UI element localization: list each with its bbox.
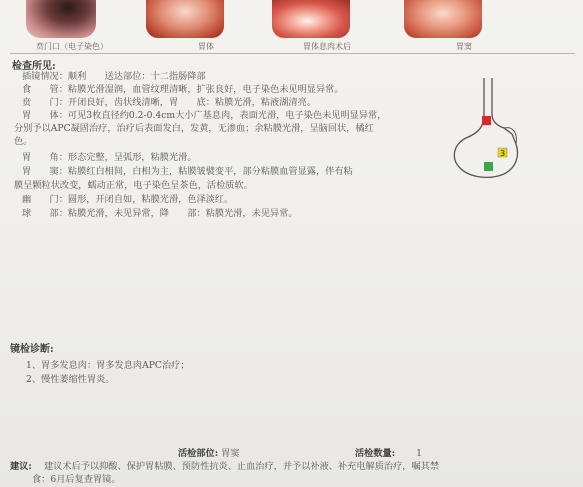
finding-bulb: 球 部：粘膜光滑，未见异常，降 部：粘膜光滑，未见异常。 (22, 208, 298, 219)
stomach-diagram (446, 76, 526, 186)
finding-cardia: 贲 门：开闭良好，齿状线清晰，胃 底：粘膜光滑，粘液湖清亮。 (22, 97, 316, 108)
biopsy-site (178, 445, 239, 459)
finding-esophagus: 食 管：粘膜光滑湿润，血管纹理清晰，扩张良好，电子染色未见明显异常。 (22, 84, 344, 95)
biopsy-site-value: 胃窦 (221, 448, 240, 459)
endoscopy-photo-body (146, 0, 224, 38)
stomach-outline-inner (492, 78, 512, 134)
finding-body-1: 胃 体：可见3枚直径约0.2-0.4cm大小广基息肉，表面光滑，电子染色未见明显异常， (22, 110, 387, 121)
finding-angle: 胃 角：形态完整，呈弧形，粘膜光滑。 (22, 152, 197, 163)
photo-caption: 胃体 (198, 42, 214, 51)
photo-caption: 贲门口（电子染色） (36, 42, 108, 51)
finding-antrum-1: 胃 窦：粘膜红白相间，白相为主，粘膜皱襞变平，部分粘膜血管显露，伴有粘 (22, 166, 353, 177)
advice-line-1: 建议术后予以抑酸、保护胃粘膜、预防性抗炎、止血治疗，并予以补液、补充电解质治疗，嘱其禁 (44, 461, 440, 472)
endoscopy-photo-antrum (404, 0, 482, 38)
finding-body-3: 色。 (14, 136, 33, 147)
findings-title: 检查所见: (12, 61, 56, 72)
finding-body-2: 分别予以APC凝固治疗，治疗后表面发白，发黄，无渗血；余粘膜光滑，呈脑回状，橘红 (14, 123, 374, 134)
endoscopy-photo-cardia (26, 0, 96, 38)
marker-red (482, 116, 491, 125)
marker-green (484, 162, 493, 171)
marker-label: 3 (500, 149, 506, 158)
biopsy-count-value: 1 (416, 448, 422, 459)
photo-caption: 胃体息肉术后 (303, 42, 351, 51)
diagnosis-item: 1、胃多发息肉：胃多发息肉APC治疗； (26, 360, 190, 371)
diagnosis-title: 镜检诊断: (10, 344, 54, 355)
endoscopy-photo-body-polyp (272, 0, 350, 38)
advice-label: 建议: (10, 461, 32, 472)
biopsy-count-label: 活检数量: (355, 448, 396, 459)
divider (10, 53, 575, 54)
diagnosis-item: 2、慢性萎缩性胃炎。 (26, 374, 115, 385)
finding-intubation: 插镜情况：顺利 送达部位：十二指肠降部 (22, 71, 206, 82)
biopsy-count (355, 445, 422, 459)
advice-line-2: 食：6月后复查胃镜。 (32, 474, 121, 485)
biopsy-site-label: 活检部位: (178, 448, 219, 459)
finding-antrum-2: 膜呈颗粒状改变，蠕动正常，电子染色呈茶色，活检质软。 (14, 180, 253, 191)
photo-caption: 胃窦 (456, 42, 472, 51)
finding-pylorus: 幽 门：圆形，开闭自如，粘膜光滑，色泽淡红。 (22, 194, 234, 205)
